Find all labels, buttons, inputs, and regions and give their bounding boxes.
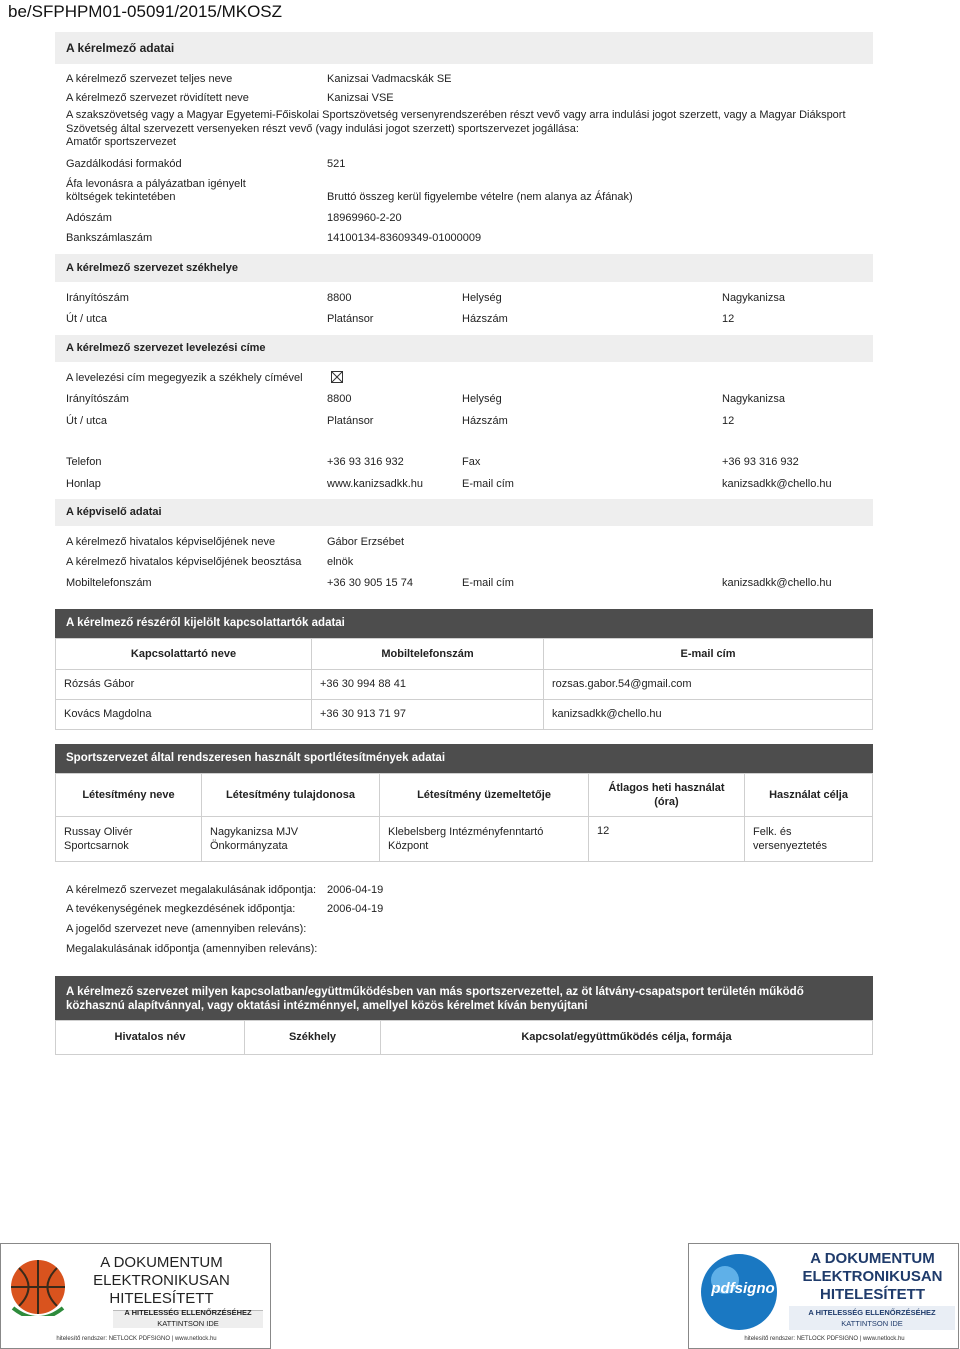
contact-mobile: +36 30 913 71 97 (312, 699, 544, 729)
hours-header-line2: (óra) (654, 795, 679, 808)
vat-value: Bruttó összeg kerül figyelembe vételre (nem alanya az Áfának) (327, 190, 633, 203)
partners-table-heading (55, 976, 873, 1020)
partners-header-purpose: Kapcsolat/együttműködés célja, formája (381, 1020, 873, 1054)
facility-purpose-line2: versenyeztetés (753, 839, 827, 852)
contacts-header-name: Kapcsolattartó neve (56, 638, 312, 669)
facility-hours: 12 (589, 816, 745, 861)
contact-name: Rózsás Gábor (56, 669, 312, 699)
table-row (56, 669, 873, 699)
rep-name-label: A kérelmező hivatalos képviselőjének neve (66, 535, 276, 548)
facilities-header-purpose: Használat célja (745, 773, 873, 816)
left-badge-check-line1: A HITELESSÉG ELLENŐRZÉSÉHEZ (124, 1308, 252, 1317)
seat-street-label: Út / utca (66, 312, 107, 325)
predecessor-name-label: A jogelőd szervezet neve (amennyiben releváns): (66, 922, 307, 935)
table-row (56, 816, 873, 861)
right-badge-line2: ELEKTRONIKUSAN (802, 1268, 943, 1285)
facility-name-line2: Sportcsarnok (64, 839, 129, 852)
email-value[interactable]: kanizsadkk@chello.hu (722, 477, 832, 490)
short-name-label: A kérelmező szervezet rövidített neve (66, 92, 249, 104)
activity-start-value: 2006-04-19 (327, 902, 384, 915)
facility-operator (380, 816, 589, 861)
partners-heading-line1: A kérelmező szervezet milyen kapcsolatban/együttműködésben van más sportszervezettel, az öt látvány-csapatsport területén működő (66, 985, 804, 998)
short-name-value: Kanizsai VSE (327, 92, 394, 104)
hours-header-line1: Átlagos heti használat (608, 781, 725, 794)
facility-purpose (745, 816, 873, 861)
rep-email-value[interactable]: kanizsadkk@chello.hu (722, 576, 832, 589)
mail-zip-label: Irányítószám (66, 392, 129, 405)
mail-zip-value: 8800 (327, 392, 352, 405)
email-label: E-mail cím (462, 477, 514, 490)
mail-city-value: Nagykanizsa (722, 392, 785, 405)
founded-value: 2006-04-19 (327, 883, 384, 896)
right-badge-line3: HITELESÍTETT (820, 1286, 925, 1303)
document-id: be/SFPHPM01-05091/2015/MKOSZ (8, 2, 283, 21)
left-badge-footer: hitelesítő rendszer: NETLOCK PDFSIGNO | www.netlock.hu (56, 1336, 217, 1342)
facilities-header-hours (589, 773, 745, 816)
mail-number-label: Házszám (462, 414, 508, 427)
contacts-table-heading: A kérelmező részéről kijelölt kapcsolattartók adatai (55, 609, 873, 638)
right-badge-check-line2: KATTINTSON IDE (841, 1319, 903, 1328)
partners-table (55, 1020, 873, 1055)
website-value[interactable]: www.kanizsadkk.hu (327, 477, 423, 490)
phone-label: Telefon (66, 455, 102, 468)
facility-name (56, 816, 202, 861)
contacts-header-mobile: Mobiltelefonszám (312, 638, 544, 669)
facility-operator-line2: Központ (388, 839, 429, 852)
mail-city-label: Helység (462, 392, 502, 405)
mail-same-checkbox[interactable] (331, 371, 343, 383)
econ-code-label: Gazdálkodási formakód (66, 157, 182, 170)
seat-section-heading: A kérelmező szervezet székhelye (55, 254, 873, 282)
mail-section-heading: A kérelmező szervezet levelezési címe (55, 335, 873, 362)
full-name-value: Kanizsai Vadmacskák SE (327, 73, 452, 85)
rep-email-label: E-mail cím (462, 576, 514, 589)
phone-value: +36 93 316 932 (327, 455, 404, 468)
authentication-badge-left[interactable] (0, 1243, 271, 1349)
facilities-header-operator: Létesítmény üzemeltetője (380, 773, 589, 816)
seat-city-value: Nagykanizsa (722, 291, 785, 304)
right-badge-check-line1: A HITELESSÉG ELLENŐRZÉSÉHEZ (808, 1308, 936, 1317)
contact-name: Kovács Magdolna (56, 699, 312, 729)
contact-email[interactable]: kanizsadkk@chello.hu (544, 699, 873, 729)
status-value: Amatőr sportszervezet (66, 136, 177, 148)
predecessor-date-label: Megalakulásának időpontja (amennyiben releváns): (66, 942, 318, 955)
checkbox-checked-icon (331, 371, 343, 383)
econ-code-value: 521 (327, 157, 346, 170)
applicant-section-heading: A kérelmező adatai (55, 32, 873, 64)
facility-owner-line1: Nagykanizsa MJV (210, 825, 299, 838)
seat-zip-value: 8800 (327, 291, 352, 304)
rep-role-label: A kérelmező hivatalos képviselőjének beosztása (66, 555, 302, 568)
status-text: A szakszövetség vagy a Magyar Egyetemi-Főiskolai Sportszövetség versenyrendszerében részt vevő vagy arra indulási jogot szerzett, vagy a Magyar Diáksport Szövetség által szervezett versenyeken részt vevő (vagy indulási jogot szerzett) sportszervezet jogállása: (66, 109, 846, 135)
left-badge-line3: HITELESÍTETT (109, 1290, 214, 1307)
left-badge-check-line2: KATTINTSON IDE (157, 1319, 219, 1328)
status-paragraph (55, 108, 873, 150)
facilities-header-name: Létesítmény neve (56, 773, 202, 816)
contact-email[interactable]: rozsas.gabor.54@gmail.com (544, 669, 873, 699)
vat-label-line1: Áfa levonásra a pályázatban igényelt (66, 177, 246, 190)
bank-account-value: 14100134-83609349-01000009 (327, 231, 482, 244)
bank-account-label: Bankszámlaszám (66, 231, 153, 244)
facility-owner (202, 816, 380, 861)
contacts-header-email: E-mail cím (544, 638, 873, 669)
fax-value: +36 93 316 932 (722, 455, 799, 468)
left-badge-line2: ELEKTRONIKUSAN (93, 1272, 230, 1289)
table-row (56, 699, 873, 729)
seat-street-value: Platánsor (327, 312, 374, 325)
right-badge-footer: hitelesítő rendszer: NETLOCK PDFSIGNO | www.netlock.hu (744, 1336, 905, 1342)
contacts-table (55, 638, 873, 730)
rep-mobile-label: Mobiltelefonszám (66, 576, 152, 589)
right-badge-line1: A DOKUMENTUM (810, 1250, 935, 1267)
rep-role-value: elnök (327, 555, 354, 568)
seat-city-label: Helység (462, 291, 502, 304)
seat-zip-label: Irányítószám (66, 291, 129, 304)
authentication-badge-right[interactable] (688, 1243, 959, 1349)
activity-start-label: A tevékenységének megkezdésének időpontja: (66, 902, 296, 915)
mail-number-value: 12 (722, 414, 735, 427)
mail-same-label: A levelezési cím megegyezik a székhely címével (66, 371, 303, 384)
facilities-table-heading: Sportszervezet által rendszeresen használt sportlétesítmények adatai (55, 744, 873, 773)
tax-number-value: 18969960-2-20 (327, 211, 402, 224)
contact-mobile: +36 30 994 88 41 (312, 669, 544, 699)
rep-section-heading: A képviselő adatai (55, 499, 873, 526)
seat-number-value: 12 (722, 312, 735, 325)
founded-label: A kérelmező szervezet megalakulásának időpontja: (66, 883, 317, 896)
partners-header-seat: Székhely (245, 1020, 381, 1054)
left-badge-line1: A DOKUMENTUM (100, 1254, 223, 1271)
facilities-header-owner: Létesítmény tulajdonosa (202, 773, 380, 816)
full-name-label: A kérelmező szervezet teljes neve (66, 73, 233, 85)
rep-name-value: Gábor Erzsébet (327, 535, 405, 548)
mail-street-value: Platánsor (327, 414, 374, 427)
pdfsigno-logo-text: pdfsigno (711, 1280, 775, 1297)
website-label: Honlap (66, 477, 101, 490)
partners-heading-line2: közhasznú alapítvánnyal, vagy oktatási intézménnyel, amellyel közös kérelmet kíván benyújtani (66, 999, 588, 1012)
facility-owner-line2: Önkormányzata (210, 839, 288, 852)
seat-number-label: Házszám (462, 312, 508, 325)
vat-label-line2: költségek tekintetében (66, 191, 176, 203)
facility-operator-line1: Klebelsberg Intézményfenntartó (388, 825, 544, 838)
fax-label: Fax (462, 455, 481, 468)
facility-name-line1: Russay Olivér (64, 825, 133, 838)
mail-street-label: Út / utca (66, 414, 107, 427)
form-content (55, 32, 873, 1055)
facility-purpose-line1: Felk. és (753, 825, 792, 838)
tax-number-label: Adószám (66, 211, 112, 224)
partners-header-name: Hivatalos név (56, 1020, 245, 1054)
rep-mobile-value: +36 30 905 15 74 (327, 576, 413, 589)
facilities-table (55, 773, 873, 862)
